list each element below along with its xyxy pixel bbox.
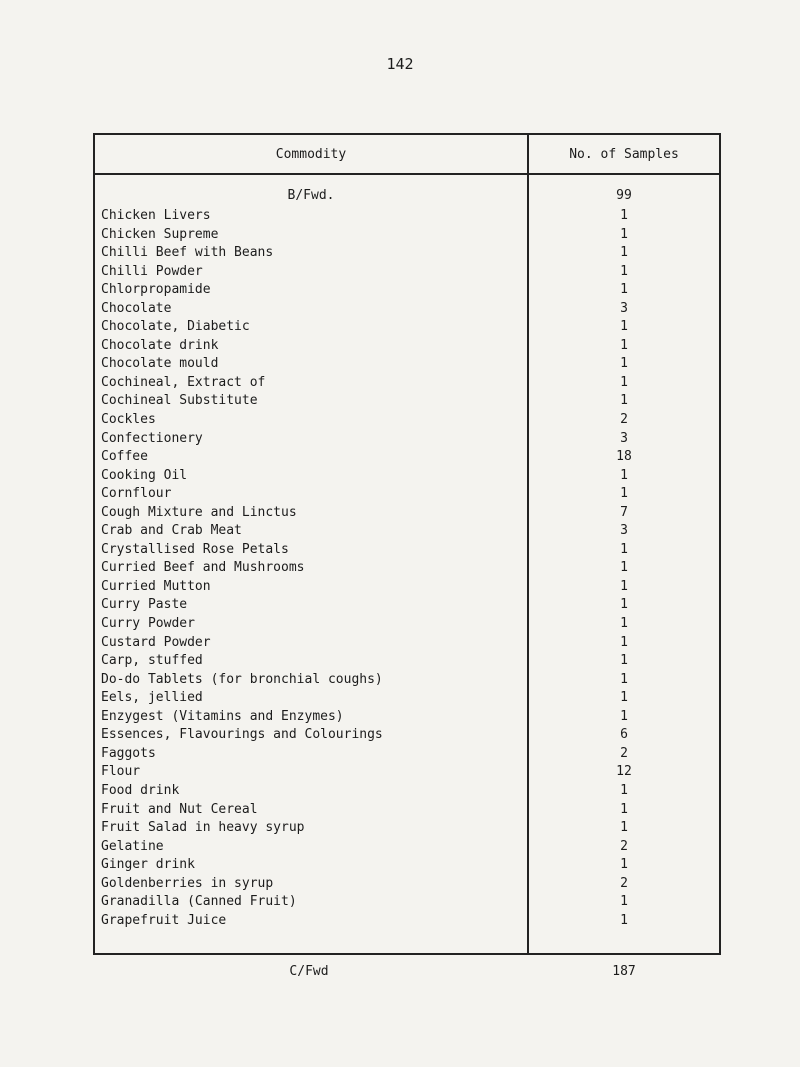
table-row (95, 504, 719, 523)
table-row (95, 485, 719, 504)
samples-table (93, 133, 721, 955)
carried-forward-value: 187 (612, 964, 636, 979)
table-row (95, 337, 719, 356)
commodity-name: Curry Powder (101, 616, 195, 632)
sample-count: 1 (620, 393, 628, 409)
table-row (95, 671, 719, 690)
commodity-name: Cornflour (101, 486, 172, 502)
sample-count: 2 (620, 838, 628, 854)
table-row (95, 763, 719, 782)
sample-count: 1 (620, 690, 628, 706)
commodity-name: Granadilla (Canned Fruit) (101, 894, 297, 910)
sample-count: 6 (620, 727, 628, 743)
sample-count: 1 (620, 782, 628, 798)
sample-count: 3 (620, 300, 628, 316)
table-row (95, 838, 719, 857)
commodity-name: Curried Mutton (101, 578, 211, 594)
commodity-name: Chilli Beef with Beans (101, 245, 274, 261)
commodity-name: Confectionery (101, 430, 203, 446)
table-row (95, 745, 719, 764)
table-row (95, 708, 719, 727)
commodity-name: Carp, stuffed (101, 653, 203, 669)
sample-count: 1 (620, 820, 628, 836)
sample-count: 1 (620, 486, 628, 502)
commodity-name: Chicken Livers (101, 208, 211, 223)
sample-count: 1 (620, 245, 628, 261)
sample-count: 1 (620, 857, 628, 873)
commodity-name: Chocolate mould (101, 356, 219, 372)
commodity-name: Cockles (101, 412, 156, 428)
commodity-name: Curried Beef and Mushrooms (101, 560, 305, 576)
sample-count: 1 (620, 560, 628, 576)
table-row (95, 411, 719, 430)
commodity-name: Fruit and Nut Cereal (101, 801, 258, 817)
commodity-name: Custard Powder (101, 634, 211, 650)
table-row (95, 300, 719, 319)
table-row (95, 355, 719, 374)
commodity-name: Crab and Crab Meat (101, 523, 242, 539)
sample-count: 1 (620, 356, 628, 372)
sample-count: 2 (620, 412, 628, 428)
table-row (95, 578, 719, 597)
commodity-name: Coffee (101, 449, 148, 465)
table-row (95, 281, 719, 300)
table-header (95, 135, 719, 175)
table-row (95, 912, 719, 931)
table-row (95, 430, 719, 449)
sample-count: 1 (620, 374, 628, 390)
table-row (95, 634, 719, 653)
commodity-name: Flour (101, 764, 141, 780)
header-samples: No. of Samples (569, 147, 679, 162)
table-row (95, 893, 719, 912)
sample-count: 1 (620, 801, 628, 817)
sample-count: 1 (620, 578, 628, 594)
table-row (95, 318, 719, 337)
commodity-name: Chicken Supreme (101, 226, 219, 242)
commodity-name: Chlorpropamide (101, 282, 211, 298)
sample-count: 7 (620, 504, 628, 520)
table-row (95, 559, 719, 578)
commodity-name: Chocolate (101, 300, 172, 316)
table-row (95, 726, 719, 745)
table-row (95, 374, 719, 393)
sample-count: 12 (616, 764, 632, 780)
sample-count: 1 (620, 263, 628, 279)
table-row (95, 652, 719, 671)
carried-forward-label: C/Fwd (289, 964, 329, 979)
commodity-name: Food drink (101, 782, 180, 798)
commodity-name: Gelatine (101, 838, 164, 854)
commodity-name: Chilli Powder (101, 263, 203, 279)
sample-count: 2 (620, 875, 628, 891)
table-row (95, 689, 719, 708)
commodity-name: Grapefruit Juice (101, 912, 227, 928)
table-row (95, 596, 719, 615)
sample-count: 1 (620, 337, 628, 353)
commodity-name: Fruit Salad in heavy syrup (101, 820, 305, 836)
sample-count: 1 (620, 653, 628, 669)
table-row (95, 541, 719, 560)
sample-count: 1 (620, 912, 628, 928)
sample-count: 1 (620, 616, 628, 632)
table-row (95, 392, 719, 411)
commodity-name: Faggots (101, 745, 156, 761)
commodity-name: Goldenberries in syrup (101, 875, 274, 891)
sample-count: 1 (620, 226, 628, 242)
sample-count: 2 (620, 745, 628, 761)
commodity-name: Ginger drink (101, 857, 195, 873)
table-row (95, 244, 719, 263)
commodity-name: Crystallised Rose Petals (101, 541, 289, 557)
brought-forward-label: B/Fwd. (287, 188, 335, 203)
sample-count: 3 (620, 430, 628, 446)
sample-count: 1 (620, 634, 628, 650)
sample-count: 1 (620, 319, 628, 335)
table-body (95, 207, 719, 930)
commodity-name: Cooking Oil (101, 467, 188, 483)
sample-count: 1 (620, 208, 628, 223)
table-row (95, 207, 719, 226)
table-row (95, 522, 719, 541)
sample-count: 1 (620, 894, 628, 910)
commodity-name: Cochineal, Extract of (101, 374, 266, 390)
commodity-name: Chocolate, Diabetic (101, 319, 250, 335)
sample-count: 1 (620, 671, 628, 687)
table-row (95, 875, 719, 894)
sample-count: 1 (620, 467, 628, 483)
table-row (95, 801, 719, 820)
commodity-name: Enzygest (Vitamins and Enzymes) (101, 708, 344, 724)
sample-count: 1 (620, 708, 628, 724)
sample-count: 3 (620, 523, 628, 539)
table-row (95, 448, 719, 467)
commodity-name: Chocolate drink (101, 337, 219, 353)
brought-forward-value: 99 (616, 188, 632, 203)
commodity-name: Cochineal Substitute (101, 393, 258, 409)
table-row (95, 782, 719, 801)
sample-count: 18 (616, 449, 632, 465)
table-row (95, 856, 719, 875)
commodity-name: Curry Paste (101, 597, 188, 613)
table-row (95, 226, 719, 245)
commodity-name: Cough Mixture and Linctus (101, 504, 297, 520)
sample-count: 1 (620, 282, 628, 298)
table-row (95, 467, 719, 486)
header-commodity: Commodity (275, 147, 347, 162)
page-number: 142 (386, 55, 414, 73)
table-row (95, 819, 719, 838)
sample-count: 1 (620, 597, 628, 613)
commodity-name: Do-do Tablets (for bronchial coughs) (101, 671, 383, 687)
sample-count: 1 (620, 541, 628, 557)
table-row (95, 615, 719, 634)
commodity-name: Eels, jellied (101, 690, 203, 706)
commodity-name: Essences, Flavourings and Colourings (101, 727, 383, 743)
table-row (95, 263, 719, 282)
